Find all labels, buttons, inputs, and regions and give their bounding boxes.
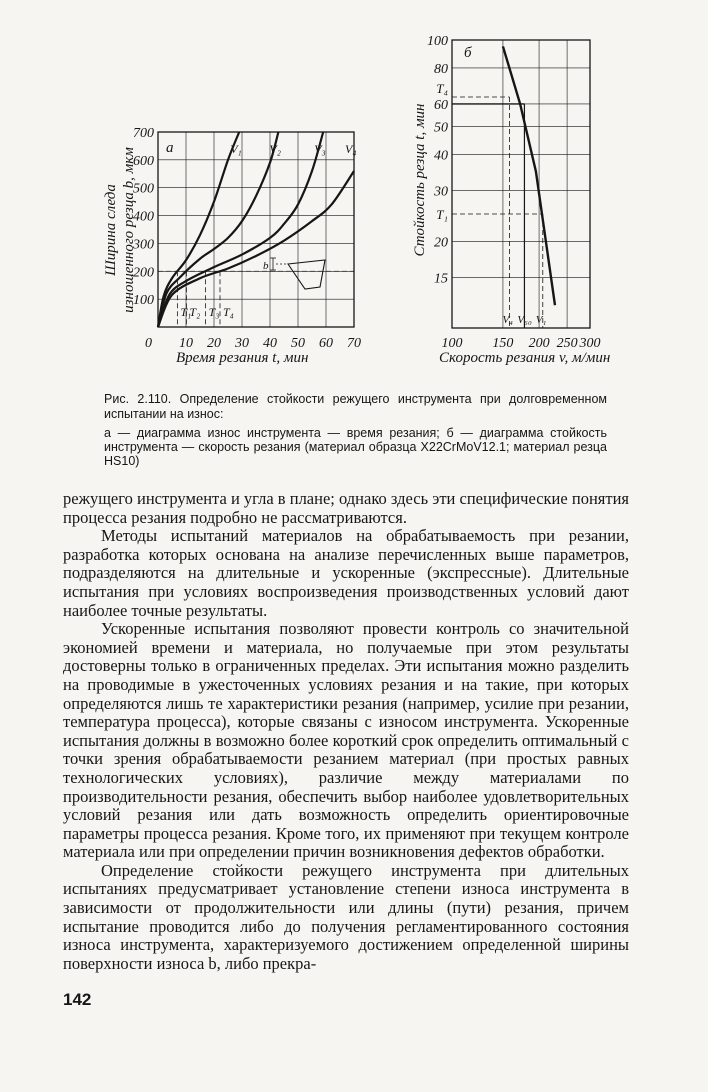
chart-a-ylabel-line1: Ширина следа xyxy=(103,184,119,276)
chart-b-y-tick-label: 50 xyxy=(434,120,448,136)
chart-b-y-tick-label: 15 xyxy=(434,271,448,287)
chart-a-t-label-4: T₄ xyxy=(223,305,234,319)
chart-b-x-tick-label: 250 xyxy=(556,336,578,351)
paragraph-2: Методы испытаний материалов на обрабатываемость при резании, разработка которых основана на анализе перечисленных выше параметров, подразделяются на длительные и ускоренные (экспрессные). Длительные испытания при условиях воспроизведения производственных условий дают наиболее точные результаты. xyxy=(63,526,629,620)
chart-a-curve-labels xyxy=(230,142,356,156)
chart-b-reference-lines xyxy=(452,97,543,328)
chart-b-grid xyxy=(452,40,590,328)
chart-b-x-tick-label: 100 xyxy=(441,336,463,351)
page-number: 142 xyxy=(63,990,92,1009)
chart-b-life-vs-speed xyxy=(412,34,610,366)
tool-insert-shape xyxy=(288,260,325,289)
chart-b-series xyxy=(503,46,555,305)
chart-a-t-label-2: T₂ xyxy=(189,305,201,319)
chart-a-panel-letter: а xyxy=(166,140,174,156)
chart-a-ylabel-line2: изношенного резца b, мкм xyxy=(121,147,137,313)
chart-b-x-ticks xyxy=(442,336,601,351)
chart-b-y-tick-label: 30 xyxy=(434,184,448,200)
chart-a-frame xyxy=(158,132,354,327)
chart-b-x-tick-label: 150 xyxy=(492,336,514,351)
chart-a-y-tick-label: 600 xyxy=(133,153,154,169)
chart-b-y-tick-label: 40 xyxy=(434,148,448,164)
chart-b-ylabel: Стойкость резца t, мин xyxy=(412,103,428,257)
chart-b-y-tick-label: 60 xyxy=(434,97,448,113)
chart-a-x-tick-label: 40 xyxy=(263,336,277,351)
chart-a-curve-label-1: V₁ xyxy=(230,142,242,156)
chart-a-curves xyxy=(158,132,354,327)
chart-b-frame xyxy=(452,40,590,328)
paragraph-3: Ускоренные испытания позволяют провести контроль со значительной экономией времени и материала, но получаемые при этом результаты достоверны только в ограниченных пределах. Эти испытания можно разделить на проводимые в ужесточенных условиях резания и на такие, при которых определяются лишь те характеристики резания (например, усилие при резании, температура процесса), которые связаны с износом инструмента. Ускоренные испытания должны в возможно более короткий срок определить оптимальный с точки зрения обрабатываемости резанием материал (при простых равных технологических условиях), различие между материалами по производительности резания, обеспечить выбор наиболее удовлетворительных условий резания или дать возможность определить ориентировочные параметры процесса резания. Кроме того, их применяют при текущем контроле материала или при определении причин возникновения дефектов обработки. xyxy=(63,619,629,862)
chart-b-xlabel: Скорость резания v, м/мин xyxy=(439,350,611,366)
chart-a-x-tick-label: 10 xyxy=(179,336,193,351)
chart-a-y-tick-label: 100 xyxy=(133,293,154,309)
chart-a-t-labels xyxy=(180,305,233,319)
chart-b-t4-label: T₄ xyxy=(436,81,448,96)
paragraph-1: режущего инструмента и угла в плане; однако здесь эти специфические понятия процесса резания подробно не рассматриваются. xyxy=(63,489,629,527)
chart-a-y-tick-label: 700 xyxy=(133,126,154,141)
chart-a-x-tick-label: 20 xyxy=(207,336,221,351)
chart-a-tool-inset xyxy=(263,258,325,289)
figure-caption: Рис. 2.110. Определение стойкости режущего инструмента при долговременном испытании на износ: xyxy=(104,392,607,421)
chart-a-curve-3 xyxy=(158,132,323,327)
chart-b-y-ticks xyxy=(427,34,448,286)
body-text xyxy=(63,490,629,973)
chart-b-y-tick-label: 100 xyxy=(427,34,448,49)
chart-a-x-ticks xyxy=(179,336,361,351)
chart-b-panel-letter: б xyxy=(464,45,472,61)
chart-b-x-tick-label: 200 xyxy=(528,336,550,351)
chart-a-t-label-3: T₃ xyxy=(208,305,220,319)
chart-a-curve-label-4: V₄ xyxy=(345,142,357,156)
chart-b-t1-label: T₁ xyxy=(436,207,448,222)
inset-b-label: b xyxy=(263,260,269,272)
chart-a-x-tick-label: 60 xyxy=(319,336,333,351)
chart-a-origin-label: 0 xyxy=(145,336,152,351)
chart-a-y-tick-label: 400 xyxy=(133,209,154,225)
chart-a-wear-vs-time xyxy=(103,126,361,366)
chart-a-xlabel: Время резания t, мин xyxy=(176,350,309,366)
chart-a-t-label-1: T₁ xyxy=(180,305,192,319)
chart-a-curve-2 xyxy=(158,132,278,327)
figure-legend: а — диаграмма износ инструмента — время резания; б — диаграмма стойкость инструмента — скорость резания (материал образца X22CrMoV12.1; материал резца HS10) xyxy=(104,426,607,468)
chart-b-y-tick-label: 20 xyxy=(434,235,448,251)
chart-a-curve-label-3: V₃ xyxy=(314,142,326,156)
chart-b-y-tick-label: 80 xyxy=(434,61,448,77)
chart-b-v-label-2: V₆₀ xyxy=(517,314,532,326)
figure-2-110 xyxy=(0,0,708,380)
chart-a-y-tick-label: 500 xyxy=(133,181,154,197)
chart-a-x-tick-label: 30 xyxy=(235,336,249,351)
chart-a-x-tick-label: 70 xyxy=(347,336,361,351)
chart-b-x-tick-label: 300 xyxy=(579,336,601,351)
paragraph-4: Определение стойкости режущего инструмента при длительных испытаниях предусматривает установление степени износа инструмента в зависимости от продолжительности или длины (пути) резания, причем испытание проводится либо до получения регламентированного состояния износа инструмента, характеризуемого достижением определенной ширины поверхности износа b, либо прекра- xyxy=(63,860,629,973)
chart-a-grid xyxy=(158,132,354,327)
chart-b-v-label-1: V₄ xyxy=(502,314,514,326)
chart-b-v-labels xyxy=(502,314,546,326)
chart-a-x-tick-label: 50 xyxy=(291,336,305,351)
chart-b-life-line xyxy=(503,46,555,305)
chart-a-curve-label-2: V₂ xyxy=(269,142,281,156)
chart-b-v-label-3: V₁ xyxy=(535,314,547,326)
chart-a-y-tick-label: 200 xyxy=(133,265,154,281)
chart-a-y-tick-label: 300 xyxy=(133,237,154,253)
